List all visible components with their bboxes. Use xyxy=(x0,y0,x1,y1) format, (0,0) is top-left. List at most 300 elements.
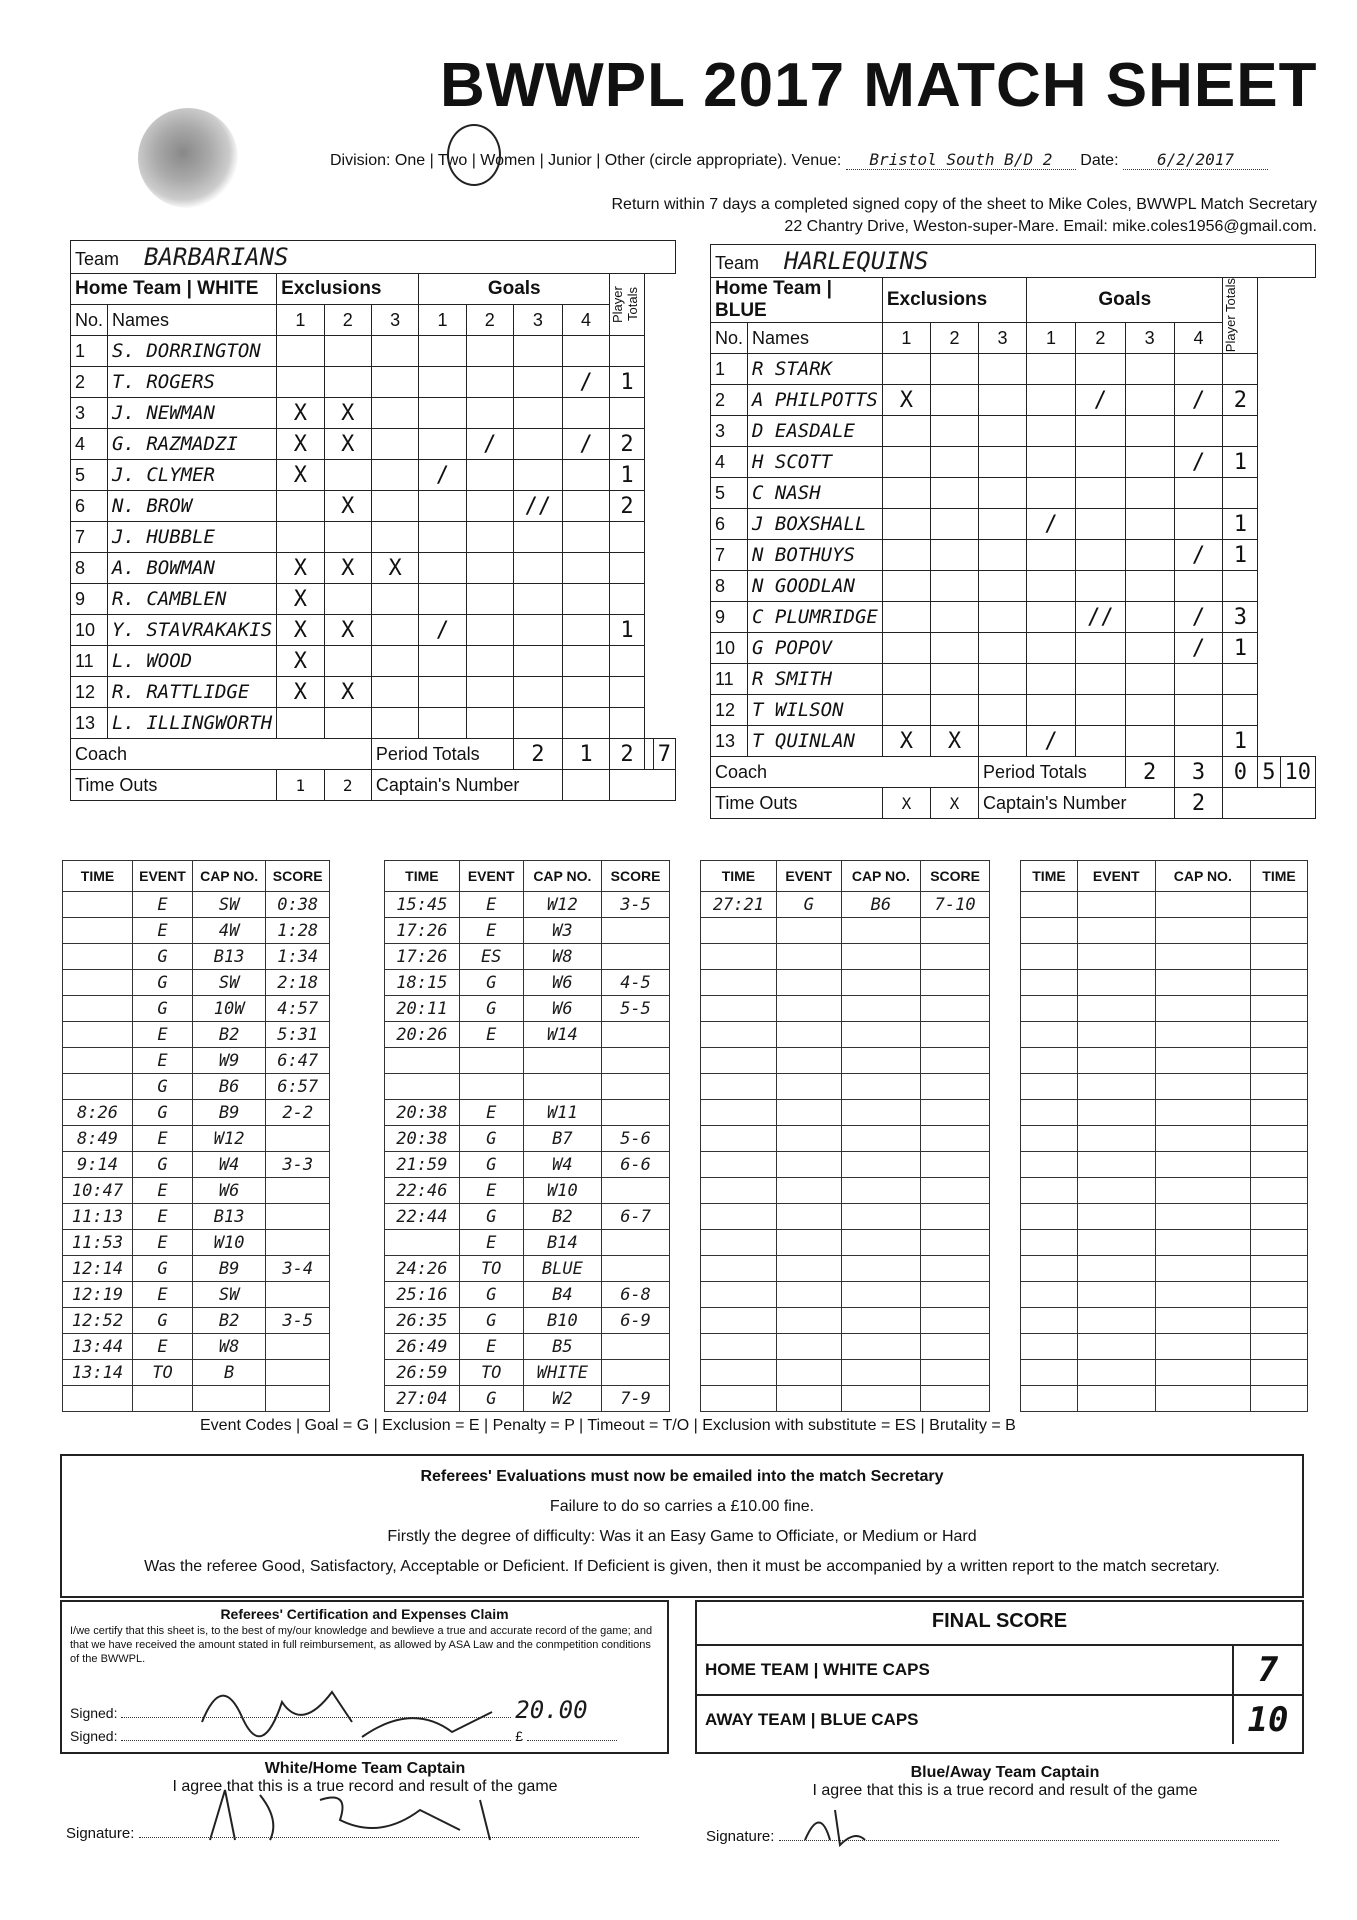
event-cell xyxy=(1021,1152,1078,1178)
event-cell xyxy=(1077,970,1155,996)
goal-mark xyxy=(513,336,562,367)
event-cell xyxy=(841,1360,921,1386)
event-cell xyxy=(1021,996,1078,1022)
exclusion-col-header: 2 xyxy=(324,305,371,336)
goal-mark xyxy=(513,615,562,646)
player-row xyxy=(711,354,1316,385)
player-number: 12 xyxy=(71,677,108,708)
exclusion-mark xyxy=(277,491,324,522)
exclusion-mark xyxy=(371,367,418,398)
event-cell xyxy=(701,1022,777,1048)
event-cell: 17:26 xyxy=(385,944,460,970)
goal-mark: / xyxy=(466,429,513,460)
player-totals-header: Player Totals xyxy=(610,286,641,323)
event-cell xyxy=(1251,1178,1308,1204)
event-cell xyxy=(921,1386,990,1412)
exclusion-mark xyxy=(930,540,978,571)
event-cell: 3-4 xyxy=(266,1256,330,1282)
goal-mark xyxy=(466,460,513,491)
event-cell: E xyxy=(133,918,193,944)
event-cell xyxy=(841,1074,921,1100)
event-row xyxy=(701,1152,990,1178)
final-away-score: 10 xyxy=(1232,1696,1302,1744)
event-cell: 27:21 xyxy=(701,892,777,918)
event-cell xyxy=(1251,1230,1308,1256)
player-total xyxy=(610,336,645,367)
event-cell xyxy=(1251,1100,1308,1126)
goal-mark xyxy=(1125,385,1174,416)
goal-mark: / xyxy=(1027,726,1076,757)
event-row xyxy=(385,1386,670,1412)
goals-header: Goals xyxy=(1027,278,1223,323)
team-label: Team xyxy=(715,253,760,273)
event-cell: 26:35 xyxy=(385,1308,460,1334)
event-cell: E xyxy=(133,1230,193,1256)
event-row xyxy=(701,918,990,944)
event-row xyxy=(63,1178,330,1204)
event-cell xyxy=(63,1386,133,1412)
event-cell: B4 xyxy=(523,1282,602,1308)
goal-mark: / xyxy=(1174,385,1223,416)
final-home-score: 7 xyxy=(1232,1646,1302,1694)
event-cell: G xyxy=(133,944,193,970)
event-row xyxy=(63,970,330,996)
player-number: 10 xyxy=(71,615,108,646)
exclusion-col-header: 1 xyxy=(277,305,324,336)
exclusion-mark xyxy=(930,509,978,540)
cap-col-header: CAP NO. xyxy=(1155,861,1250,892)
event-log-1 xyxy=(62,860,330,1412)
player-number: 4 xyxy=(711,447,748,478)
exclusion-mark: X xyxy=(324,677,371,708)
exclusion-mark xyxy=(277,708,324,739)
event-row xyxy=(701,1230,990,1256)
event-cell xyxy=(1021,1230,1078,1256)
event-row xyxy=(385,892,670,918)
event-cell xyxy=(701,1126,777,1152)
coach-label: Coach xyxy=(711,757,979,788)
event-cell: 8:49 xyxy=(63,1126,133,1152)
referee-difficulty: Firstly the degree of difficulty: Was it an Easy Game to Officiate, or Medium or Hard xyxy=(387,1528,977,1545)
goal-mark xyxy=(1125,540,1174,571)
captains-number-label: Captain's Number xyxy=(371,770,562,801)
event-cell xyxy=(266,1360,330,1386)
event-cell: B9 xyxy=(192,1100,266,1126)
player-total: 3 xyxy=(1223,602,1258,633)
event-cell: E xyxy=(459,918,523,944)
event-cell xyxy=(921,1282,990,1308)
event-cell: G xyxy=(459,970,523,996)
goal-mark xyxy=(466,584,513,615)
goal-mark xyxy=(513,677,562,708)
event-row xyxy=(63,1230,330,1256)
event-cell xyxy=(1077,1386,1155,1412)
event-cell: 17:26 xyxy=(385,918,460,944)
player-name: D EASDALE xyxy=(748,416,883,447)
event-row xyxy=(385,1178,670,1204)
event-cell xyxy=(1251,1126,1308,1152)
event-cell: 1:34 xyxy=(266,944,330,970)
event-cell: W14 xyxy=(523,1022,602,1048)
event-cell xyxy=(1155,1386,1250,1412)
event-row xyxy=(1021,1282,1308,1308)
event-cell xyxy=(1155,1360,1250,1386)
event-cell xyxy=(602,1360,670,1386)
goal-mark xyxy=(1075,509,1125,540)
event-row xyxy=(63,1360,330,1386)
exclusion-mark xyxy=(930,385,978,416)
time-col-header: TIME xyxy=(1251,861,1308,892)
exclusion-mark xyxy=(979,695,1027,726)
player-number: 2 xyxy=(711,385,748,416)
event-row xyxy=(385,1334,670,1360)
player-row xyxy=(71,646,676,677)
period-total: 2 xyxy=(513,739,562,770)
event-cell: 20:38 xyxy=(385,1126,460,1152)
event-cell xyxy=(1077,1308,1155,1334)
league-logo-icon xyxy=(138,108,238,208)
event-cell xyxy=(776,1386,841,1412)
goal-mark xyxy=(1075,571,1125,602)
event-cell: 12:19 xyxy=(63,1282,133,1308)
player-row xyxy=(711,385,1316,416)
goal-mark xyxy=(466,708,513,739)
event-cell xyxy=(523,1048,602,1074)
event-cell: 11:53 xyxy=(63,1230,133,1256)
event-cell xyxy=(921,970,990,996)
goal-mark xyxy=(1027,385,1076,416)
event-cell xyxy=(776,1178,841,1204)
goal-mark xyxy=(1174,478,1223,509)
player-number: 2 xyxy=(71,367,108,398)
exclusion-mark: X xyxy=(277,615,324,646)
exclusion-mark xyxy=(979,602,1027,633)
player-number: 3 xyxy=(711,416,748,447)
event-cell xyxy=(63,1048,133,1074)
event-cell xyxy=(776,1230,841,1256)
exclusions-header: Exclusions xyxy=(882,278,1026,323)
event-col-header: EVENT xyxy=(776,861,841,892)
event-cell xyxy=(1077,1152,1155,1178)
event-row xyxy=(63,1022,330,1048)
event-cell: ES xyxy=(459,944,523,970)
event-cell xyxy=(841,1256,921,1282)
event-cell xyxy=(841,944,921,970)
event-cell xyxy=(841,1204,921,1230)
event-cell xyxy=(776,970,841,996)
event-cell: G xyxy=(133,1100,193,1126)
exclusion-mark xyxy=(371,460,418,491)
event-cell xyxy=(602,1230,670,1256)
event-cell: 10:47 xyxy=(63,1178,133,1204)
event-cell: W3 xyxy=(523,918,602,944)
home-team-table xyxy=(70,240,676,801)
event-cell xyxy=(1251,1152,1308,1178)
player-row xyxy=(71,677,676,708)
event-row xyxy=(63,1126,330,1152)
event-cell xyxy=(1251,996,1308,1022)
event-cell: G xyxy=(459,1282,523,1308)
team-name: BARBARIANS xyxy=(144,243,289,271)
event-cell xyxy=(1251,1334,1308,1360)
player-row xyxy=(71,460,676,491)
event-row xyxy=(701,1204,990,1230)
player-name: R STARK xyxy=(748,354,883,385)
player-name: T. ROGERS xyxy=(108,367,277,398)
event-cell xyxy=(63,1074,133,1100)
names-header: Names xyxy=(748,323,883,354)
event-cell: 10W xyxy=(192,996,266,1022)
goal-mark xyxy=(466,615,513,646)
exclusion-mark xyxy=(371,398,418,429)
goal-mark xyxy=(466,491,513,522)
player-total xyxy=(610,584,645,615)
player-total: 1 xyxy=(610,615,645,646)
event-cell xyxy=(1077,1048,1155,1074)
event-cell xyxy=(701,1204,777,1230)
event-cell: 18:15 xyxy=(385,970,460,996)
goal-mark xyxy=(419,553,466,584)
event-cell xyxy=(1077,1100,1155,1126)
goal-col-header: 3 xyxy=(1125,323,1174,354)
period-total: 3 xyxy=(1174,757,1223,788)
goal-mark: / xyxy=(562,367,609,398)
event-cell xyxy=(1077,1360,1155,1386)
event-cell: 5-6 xyxy=(602,1126,670,1152)
event-row xyxy=(385,1074,670,1100)
event-row xyxy=(385,1126,670,1152)
goal-mark xyxy=(1075,416,1125,447)
final-away-label: AWAY TEAM | BLUE CAPS xyxy=(705,1710,919,1729)
event-cell xyxy=(192,1386,266,1412)
player-total: 1 xyxy=(1223,447,1258,478)
goal-mark xyxy=(562,398,609,429)
event-cell xyxy=(63,892,133,918)
exclusion-mark xyxy=(882,633,930,664)
goal-mark xyxy=(513,553,562,584)
event-cell: E xyxy=(459,1178,523,1204)
exclusion-mark xyxy=(324,646,371,677)
goal-mark xyxy=(1125,633,1174,664)
event-cell: 26:49 xyxy=(385,1334,460,1360)
event-cell xyxy=(1021,1074,1078,1100)
event-cell xyxy=(1021,1100,1078,1126)
player-total xyxy=(1223,571,1258,602)
event-cell xyxy=(776,1048,841,1074)
goal-mark xyxy=(466,336,513,367)
event-cell xyxy=(921,1178,990,1204)
exclusions-header: Exclusions xyxy=(277,274,419,305)
certification-body: I/we certify that this sheet is, to the best of my/our knowledge and bewlieve a true and accurate record of the game; and that we have received the amount stated in full reimbursement, as allowed by ASA Law and the conmpetition conditions of the BWWPL. xyxy=(70,1625,653,1665)
goal-mark xyxy=(562,677,609,708)
player-name: G. RAZMADZI xyxy=(108,429,277,460)
event-cell xyxy=(921,1074,990,1100)
event-cell xyxy=(701,1256,777,1282)
event-cell xyxy=(1021,1178,1078,1204)
event-row xyxy=(1021,918,1308,944)
time-out-2: X xyxy=(930,788,978,819)
event-row xyxy=(1021,1386,1308,1412)
player-number: 1 xyxy=(711,354,748,385)
event-cell xyxy=(841,1230,921,1256)
event-cell: E xyxy=(459,1100,523,1126)
exclusion-mark xyxy=(882,664,930,695)
goal-mark: / xyxy=(419,615,466,646)
event-codes: Event Codes | Goal = G | Exclusion = E | Penalty = P | Timeout = T/O | Exclusion with substitute = ES | Brutality = B xyxy=(200,1417,1016,1434)
player-number: 7 xyxy=(71,522,108,553)
event-cell: G xyxy=(459,996,523,1022)
date-label: Date: xyxy=(1080,152,1119,169)
event-row xyxy=(63,1256,330,1282)
score-col-header: SCORE xyxy=(602,861,670,892)
exclusion-mark xyxy=(324,708,371,739)
player-row xyxy=(711,602,1316,633)
event-cell xyxy=(63,996,133,1022)
event-cell: W10 xyxy=(192,1230,266,1256)
event-cell: 21:59 xyxy=(385,1152,460,1178)
event-cell xyxy=(1155,1204,1250,1230)
event-row xyxy=(701,1022,990,1048)
goal-mark xyxy=(419,336,466,367)
player-total: 2 xyxy=(610,491,645,522)
event-cell xyxy=(459,1048,523,1074)
event-row xyxy=(701,1100,990,1126)
goal-mark xyxy=(513,708,562,739)
goal-mark xyxy=(562,491,609,522)
blue-signature-row xyxy=(706,1828,1279,1845)
event-cell: W9 xyxy=(192,1048,266,1074)
event-cell xyxy=(921,1100,990,1126)
event-cell xyxy=(776,918,841,944)
event-cell xyxy=(602,944,670,970)
event-cell xyxy=(1077,944,1155,970)
no-header: No. xyxy=(71,305,108,336)
period-total: 0 xyxy=(1223,757,1258,788)
player-row xyxy=(71,491,676,522)
event-cell: 6:47 xyxy=(266,1048,330,1074)
event-cell xyxy=(841,996,921,1022)
event-cell: G xyxy=(459,1152,523,1178)
exclusion-mark xyxy=(324,584,371,615)
player-number: 5 xyxy=(71,460,108,491)
goal-mark xyxy=(562,646,609,677)
event-cell: E xyxy=(459,1230,523,1256)
coach-label: Coach xyxy=(71,739,372,770)
event-cell xyxy=(1251,1256,1308,1282)
event-cell: 3-3 xyxy=(266,1152,330,1178)
signed-label-1: Signed: xyxy=(70,1705,118,1721)
goal-mark xyxy=(466,522,513,553)
final-home-row xyxy=(697,1646,1302,1696)
event-cell: 9:14 xyxy=(63,1152,133,1178)
goal-mark xyxy=(562,553,609,584)
player-name: N. BROW xyxy=(108,491,277,522)
goal-mark xyxy=(1174,664,1223,695)
goal-mark xyxy=(513,367,562,398)
event-cell xyxy=(1251,1282,1308,1308)
event-row xyxy=(701,970,990,996)
goal-mark xyxy=(419,398,466,429)
goal-mark xyxy=(1125,354,1174,385)
venue-value: Bristol South B/D 2 xyxy=(846,150,1076,170)
event-cell xyxy=(1251,1360,1308,1386)
player-total xyxy=(1223,416,1258,447)
event-cell: TO xyxy=(133,1360,193,1386)
event-cell xyxy=(776,944,841,970)
goal-mark xyxy=(562,336,609,367)
player-total xyxy=(610,708,645,739)
event-cell: B2 xyxy=(523,1204,602,1230)
exclusion-mark: X xyxy=(324,491,371,522)
player-total: 1 xyxy=(1223,633,1258,664)
event-cell: B xyxy=(192,1360,266,1386)
exclusion-mark: X xyxy=(882,385,930,416)
goal-mark xyxy=(1027,664,1076,695)
event-cell xyxy=(1021,1334,1078,1360)
event-cell: 3-5 xyxy=(266,1308,330,1334)
event-cell xyxy=(921,1360,990,1386)
event-cell xyxy=(776,1360,841,1386)
player-number: 7 xyxy=(711,540,748,571)
event-cell xyxy=(701,944,777,970)
player-total xyxy=(610,553,645,584)
goal-mark xyxy=(466,677,513,708)
player-name: T QUINLAN xyxy=(748,726,883,757)
event-log-4 xyxy=(1020,860,1308,1412)
event-cell: W6 xyxy=(192,1178,266,1204)
event-cell xyxy=(776,996,841,1022)
white-captain-title: White/Home Team Captain xyxy=(264,1760,466,1777)
event-cell xyxy=(1251,944,1308,970)
player-total xyxy=(1223,478,1258,509)
event-row xyxy=(63,1204,330,1230)
event-cell xyxy=(1251,970,1308,996)
exclusion-mark xyxy=(277,367,324,398)
goal-mark xyxy=(466,553,513,584)
event-log-3 xyxy=(700,860,990,1412)
event-row xyxy=(63,892,330,918)
goal-mark xyxy=(1174,726,1223,757)
player-row xyxy=(71,708,676,739)
player-number: 13 xyxy=(711,726,748,757)
blue-captain-title: Blue/Away Team Captain xyxy=(910,1764,1100,1781)
referee-grade: Was the referee Good, Satisfactory, Acceptable or Deficient. If Deficient is given, then it must be accompanied by a written report to the match secretary. xyxy=(144,1558,1220,1575)
event-row xyxy=(385,1230,670,1256)
player-row xyxy=(711,695,1316,726)
exclusion-mark xyxy=(930,447,978,478)
event-cell xyxy=(602,1178,670,1204)
player-number: 10 xyxy=(711,633,748,664)
event-cell xyxy=(1021,1022,1078,1048)
exclusion-mark xyxy=(979,416,1027,447)
event-cell xyxy=(701,1178,777,1204)
event-cell xyxy=(776,1100,841,1126)
goal-mark: // xyxy=(513,491,562,522)
exclusion-mark xyxy=(930,571,978,602)
period-total xyxy=(644,739,653,770)
event-cell: E xyxy=(133,1126,193,1152)
exclusion-mark xyxy=(979,664,1027,695)
event-cell: W6 xyxy=(523,970,602,996)
player-name: J. NEWMAN xyxy=(108,398,277,429)
event-cell: W8 xyxy=(523,944,602,970)
captains-number xyxy=(562,770,609,801)
event-cell xyxy=(841,1152,921,1178)
goal-mark xyxy=(1125,447,1174,478)
event-cell: G xyxy=(133,1256,193,1282)
event-cell: G xyxy=(133,970,193,996)
event-cell xyxy=(701,1230,777,1256)
